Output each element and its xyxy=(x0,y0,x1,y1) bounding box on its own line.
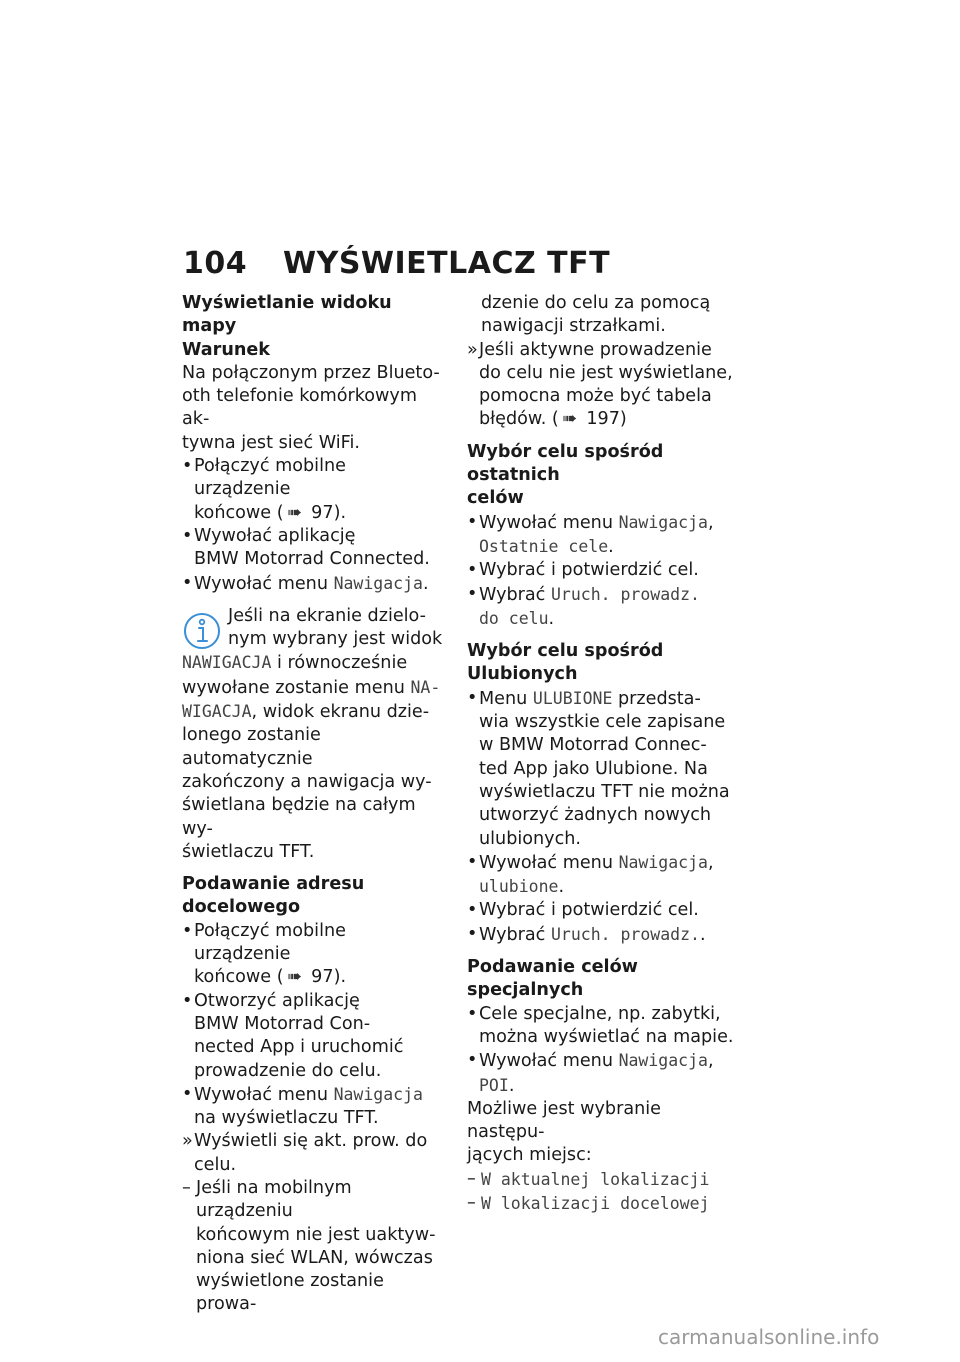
heading-destination-address: Podawanie adresu docelowego xyxy=(182,874,365,918)
list-item: • Połączyć mobilne urządzenie końcowe ( ➠ 97). xyxy=(182,920,444,990)
heading-favourites: Wybór celu spośród Ulubionych xyxy=(467,641,664,685)
menu-name: Nawigacja xyxy=(618,852,708,872)
bullet-marker: • xyxy=(182,920,193,941)
dash-item xyxy=(467,1192,739,1216)
menu-name: NA- xyxy=(410,677,441,697)
right-column xyxy=(467,292,739,1216)
bullet-marker: • xyxy=(182,1083,193,1104)
dash-marker: – xyxy=(467,1168,476,1189)
dash-item-continued: dzenie do celu za pomocą nawigacji strzałkami. xyxy=(481,293,711,337)
list-item: • Wywołać menu Nawigacja. xyxy=(182,572,429,594)
bullet-marker: • xyxy=(467,923,478,944)
dash-marker: – xyxy=(467,1192,476,1213)
menu-name: NAWIGACJA xyxy=(182,653,272,673)
bullet-marker: • xyxy=(182,456,193,477)
menu-name: Uruch. prowadz. xyxy=(550,584,700,604)
menu-name: ulubione xyxy=(479,877,559,897)
list-item: • Wybrać i potwierdzić cel. xyxy=(467,559,739,582)
info-icon xyxy=(182,611,222,651)
menu-name: ULUBIONE xyxy=(532,688,613,708)
page-number: 104 xyxy=(183,246,248,281)
list-item: • Otworzyć aplikację BMW Motorrad Con- nected App i uruchomić prowadzenie do celu. xyxy=(182,990,404,1081)
list-item: • Menu ULUBIONE przedsta- wia wszystkie cele zapisane w BMW Motorrad Connec- ted App jako Ulubione. Na wyświetlaczu TFT nie można utworzyć żadnych nowych ulubionych. xyxy=(467,687,730,849)
list-item: • Cele specjalne, np. zabytki, można wyświetlać na mapie. xyxy=(467,1003,734,1047)
menu-name: Nawigacja xyxy=(618,512,708,532)
result-item: » Jeśli aktywne prowadzenie do celu nie jest wyświetlane, pomocna może być tabela błędów. ( ➠ 197) xyxy=(467,339,739,432)
list-item: • Wybrać Uruch. prowadz.. xyxy=(467,923,706,945)
bullet-marker: • xyxy=(467,583,478,604)
list-item: • Połączyć mobilne urządzenie końcowe ( ➠ 97). xyxy=(182,455,444,525)
dash-item: – Jeśli na mobilnym urządzeniu końcowym nie jest uaktyw- niona sieć WLAN, wówczas wyświetlone zostanie prowa- xyxy=(182,1177,436,1315)
list-item: • Wywołać menu Nawigacja, ulubione. xyxy=(467,851,714,898)
menu-name: Nawigacja xyxy=(618,1051,708,1071)
result-marker: » xyxy=(182,1131,193,1152)
result-item: » Wyświetli się akt. prow. do celu. xyxy=(182,1131,428,1175)
chapter-title: WYŚWIETLACZ TFT xyxy=(283,246,611,281)
paragraph-options: Możliwe jest wybranie następu- jących miejsc: xyxy=(467,1098,661,1166)
list-item: • Wywołać menu Nawigacja, Ostatnie cele. xyxy=(467,511,714,557)
menu-name: Ostatnie cele xyxy=(479,536,609,556)
result-marker: » xyxy=(467,339,478,360)
list-item: • Wywołać menu Nawigacja, POI. xyxy=(467,1050,714,1096)
list-item: • Wywołać aplikację BMW Motorrad Connected. xyxy=(182,525,430,570)
paragraph-condition: Na połączonym przez Blueto- oth telefonie komórkowym ak- tywna jest sieć WiFi. xyxy=(182,362,440,453)
reference-arrow-icon: ➠ xyxy=(287,502,302,523)
bullet-marker: • xyxy=(467,687,478,708)
bullet-marker: • xyxy=(467,900,478,921)
menu-name: WIGACJA xyxy=(182,702,252,722)
reference-arrow-icon: ➠ xyxy=(287,967,302,988)
menu-name: Nawigacja xyxy=(333,1084,423,1104)
menu-name: W aktualnej lokalizacji xyxy=(481,1169,710,1189)
bullet-marker: • xyxy=(182,525,193,546)
bullet-marker: • xyxy=(182,572,193,593)
bullet-marker: • xyxy=(467,1003,478,1024)
list-item: • Wywołać menu Nawigacja na wyświetlaczu TFT. xyxy=(182,1083,423,1129)
heading-recent-destinations: Wybór celu spośród ostatnich celów xyxy=(467,441,664,509)
menu-name: Uruch. prowadz. xyxy=(550,924,700,944)
list-item: • Wybrać Uruch. prowadz. do celu. xyxy=(467,583,700,629)
list-item: • Wybrać i potwierdzić cel. xyxy=(467,899,739,922)
bullet-marker: • xyxy=(182,990,193,1011)
reference-arrow-icon: ➠ xyxy=(562,409,578,430)
menu-name: Nawigacja xyxy=(333,573,423,593)
bullet-marker: • xyxy=(467,851,478,872)
bullet-marker: • xyxy=(467,1050,478,1071)
dash-item xyxy=(467,1168,739,1192)
left-column xyxy=(182,292,444,1317)
heading-condition: Warunek xyxy=(182,339,271,360)
page-header xyxy=(183,246,610,281)
dash-marker: – xyxy=(182,1177,191,1198)
watermark: carmanualsonline.info xyxy=(658,1325,880,1349)
heading-map-view: Wyświetlanie widoku mapy xyxy=(182,293,392,337)
menu-name: do celu xyxy=(479,608,549,628)
bullet-marker: • xyxy=(467,560,478,581)
heading-special-destinations: Podawanie celów specjalnych xyxy=(467,957,638,1001)
menu-name: POI xyxy=(479,1075,509,1095)
bullet-marker: • xyxy=(467,511,478,532)
menu-name: W lokalizacji docelowej xyxy=(481,1193,710,1213)
info-note: Jeśli na ekranie dzielo- nym wybrany jest widok NAWIGACJA i równocześnie wywołane zostanie menu NA- WIGACJA, widok ekranu dzie- lonego zostanie automatycznie zakończony a nawigacja wy- świetlana będzie na całym wy- świetlaczu TFT. xyxy=(182,605,443,862)
